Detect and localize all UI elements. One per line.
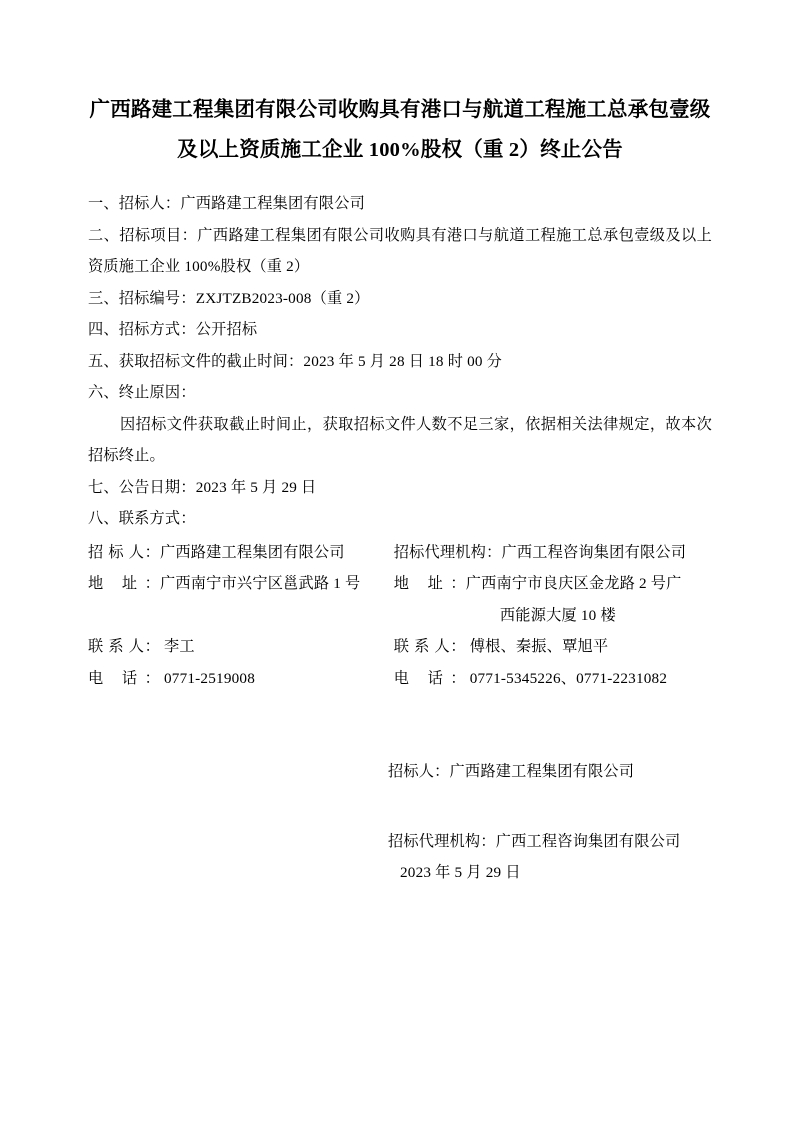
clause-announcement-date: 七、公告日期：2023 年 5 月 29 日 <box>88 478 317 496</box>
value-person-left: 李工 <box>164 638 195 655</box>
contact-row-phone <box>88 663 712 695</box>
label-address-right: 地 址： <box>393 575 466 592</box>
document-body <box>88 188 712 889</box>
value-address-left: 广西南宁市兴宁区邕武路 1 号 <box>160 575 361 592</box>
contact-row-organization <box>88 537 712 569</box>
value-address-right: 广西南宁市良庆区金龙路 2 号广 <box>465 575 682 592</box>
signoff-date: 2023 年 5 月 29 日 <box>400 864 521 881</box>
clause-tender-method: 四、招标方式：公开招标 <box>88 321 258 338</box>
value-phone-left: 0771-2519008 <box>164 669 255 687</box>
value-agency: 广西工程咨询集团有限公司 <box>501 543 687 561</box>
contact-table <box>88 537 712 695</box>
clause-tender-number: 三、招标编号：ZXJTZB2023-008（重 2） <box>88 289 370 307</box>
value-phone-right: 0771-5345226、0771-2231082 <box>469 669 668 687</box>
clause-deadline: 五、获取招标文件的截止时间：2023 年 5 月 28 日 18 时 00 分 <box>88 352 503 370</box>
page-title <box>88 90 712 170</box>
value-address-right-line2: 西能源大厦 10 楼 <box>499 606 616 624</box>
contact-cell-address-left <box>88 568 394 631</box>
label-phone-right: 电 话： <box>393 669 466 687</box>
page-title-line2: 及以上资质施工企业 100%股权（重 2）终止公告 <box>177 139 623 161</box>
contact-cell-tenderer <box>88 537 394 569</box>
value-tenderer: 广西路建工程集团有限公司 <box>160 543 345 561</box>
page-title-line1: 广西路建工程集团有限公司收购具有港口与航道工程施工总承包壹级 <box>89 99 711 121</box>
clause-contact-heading: 八、联系方式： <box>88 510 196 527</box>
contact-cell-phone-left <box>88 663 394 695</box>
clause-tenderer: 一、招标人：广西路建工程集团有限公司 <box>88 195 365 212</box>
clause-termination-heading: 六、终止原因： <box>88 384 196 401</box>
contact-row-address <box>88 568 712 631</box>
signoff-tenderer: 招标人：广西路建工程集团有限公司 <box>388 763 635 780</box>
contact-cell-person-right <box>394 631 712 663</box>
signoff-agency: 招标代理机构：广西工程咨询集团有限公司 <box>388 832 681 850</box>
contact-cell-agency <box>394 537 712 569</box>
label-person-left: 联 系 人： <box>88 638 160 655</box>
contact-row-person <box>88 631 712 663</box>
signoff-block <box>88 756 712 889</box>
clause-project: 二、招标项目：广西路建工程集团有限公司收购具有港口与航道工程施工总承包壹级及以上资质施工企业 100%股权（重 2） <box>88 226 712 275</box>
label-tenderer: 招 标 人： <box>88 543 160 561</box>
contact-cell-person-left <box>88 631 394 663</box>
contact-cell-address-right <box>394 568 712 631</box>
value-person-right: 傅根、秦振、覃旭平 <box>469 638 609 655</box>
clause-termination-reason: 因招标文件获取截止时间止，获取招标文件人数不足三家，依据相关法律规定，故本次招标终止。 <box>88 415 712 464</box>
label-agency: 招标代理机构： <box>393 543 502 561</box>
label-person-right: 联 系 人： <box>393 638 466 655</box>
contact-cell-phone-right <box>394 663 712 695</box>
label-phone-left: 电 话： <box>88 669 160 687</box>
label-address-left: 地 址： <box>88 575 160 592</box>
